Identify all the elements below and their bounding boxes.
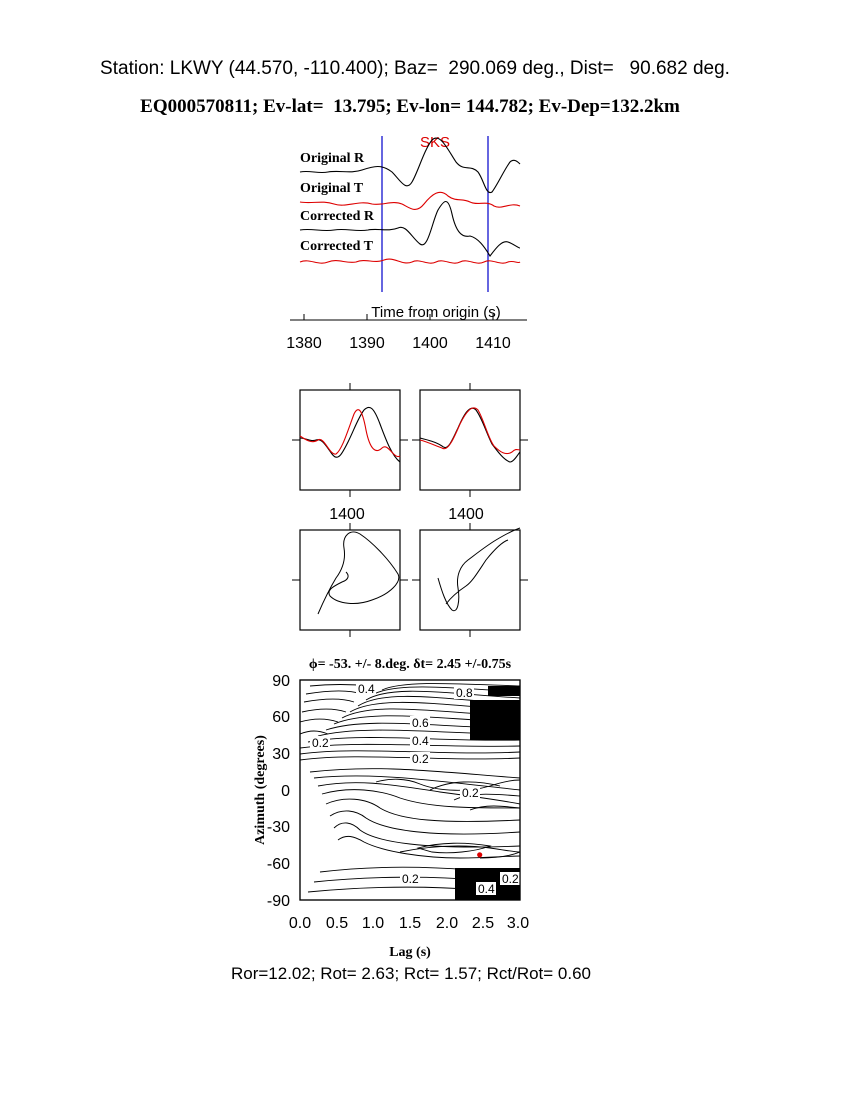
- grid-x-tick-label: 0.0: [288, 915, 312, 932]
- waveform-x-tick-right: 1400: [448, 506, 484, 523]
- grid-search-x-axis-label: Lag (s): [389, 945, 431, 960]
- particle-motion-corrected: [412, 523, 528, 637]
- grid-x-tick-label: 1.5: [398, 915, 422, 932]
- contour-label: 0.2: [402, 872, 419, 886]
- trace-label-corrected-t: Corrected T: [300, 239, 373, 254]
- particle-motion-original: [292, 523, 408, 637]
- station-info: Station: LKWY (44.570, -110.400); Baz= 290.069 deg., Dist= 90.682 deg.: [100, 58, 730, 79]
- grid-y-tick-label: 0: [281, 783, 290, 800]
- grid-x-tick-label: 2.0: [435, 915, 459, 932]
- grid-y-tick-label: 30: [272, 746, 290, 763]
- contour-label: 0.4: [412, 734, 429, 748]
- waveform-overlay-original: [292, 383, 408, 497]
- phase-label: SKS: [419, 134, 451, 151]
- grid-x-tick-label: 3.0: [506, 915, 530, 932]
- contour-label: 0.2: [502, 872, 519, 886]
- grid-x-tick-label: 0.5: [325, 915, 349, 932]
- grid-x-tick-label: 2.5: [471, 915, 495, 932]
- grid-y-tick-label: -30: [266, 819, 290, 836]
- grid-search-title: ϕ= -53. +/- 8.deg. δt= 2.45 +/-0.75s: [308, 657, 512, 672]
- trace-x-axis-label: Time from origin (s): [371, 304, 501, 321]
- contour-label: 0.6: [412, 716, 429, 730]
- contour-label: 0.4: [478, 882, 495, 896]
- trace-x-tick-label: 1410: [475, 335, 511, 352]
- waveform-x-tick-left: 1400: [329, 506, 365, 523]
- trace-corrected-t: [300, 259, 520, 263]
- grid-search-y-axis-label: Azimuth (degrees): [253, 735, 268, 845]
- trace-label-corrected-r: Corrected R: [300, 209, 374, 224]
- trace-label-original-t: Original T: [300, 181, 364, 196]
- trace-x-tick-label: 1400: [412, 335, 448, 352]
- event-info: EQ000570811; Ev-lat= 13.795; Ev-lon= 144.782; Ev-Dep=132.2km: [140, 96, 680, 117]
- contour-label: 0.4: [358, 682, 375, 696]
- contour-label: 0.8: [456, 686, 473, 700]
- energy-ratios: Ror=12.02; Rot= 2.63; Rct= 1.57; Rct/Rot= 0.60: [230, 964, 592, 983]
- contour-label: 0.2: [412, 752, 429, 766]
- trace-x-tick-label: 1380: [286, 335, 322, 352]
- trace-panel: [286, 134, 527, 352]
- grid-y-tick-label: 60: [272, 709, 290, 726]
- grid-y-tick-label: -60: [266, 856, 290, 873]
- contour-label: 0.2: [462, 786, 479, 800]
- trace-label-original-r: Original R: [300, 151, 365, 166]
- waveform-overlay-corrected: [412, 383, 528, 497]
- grid-search-contour-plot: [300, 680, 520, 900]
- trace-x-tick-label: 1390: [349, 335, 385, 352]
- grid-y-tick-label: 90: [272, 673, 290, 690]
- best-fit-point: [477, 852, 482, 857]
- grid-x-tick-label: 1.0: [361, 915, 385, 932]
- contour-label: 0.2: [312, 736, 329, 750]
- grid-y-tick-label: -90: [266, 893, 290, 910]
- best-fit-layer: [477, 852, 482, 857]
